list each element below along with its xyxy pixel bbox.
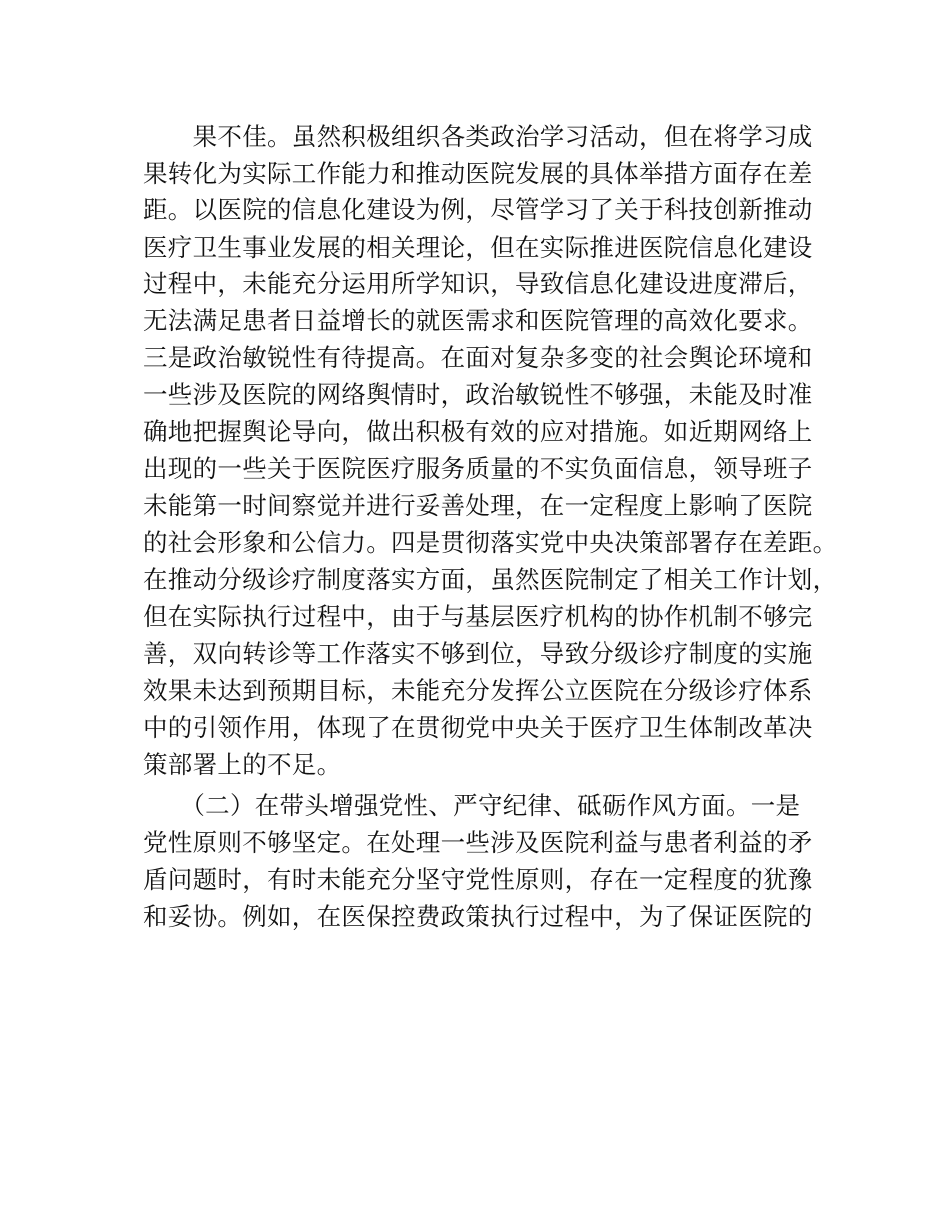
text-line: 无法满足患者日益增长的就医需求和医院管理的高效化要求。 <box>143 306 813 335</box>
text-line: 过程中，未能充分运用所学知识，导致信息化建设进度滞后， <box>143 269 813 298</box>
text-line: 出现的一些关于医院医疗服务质量的不实负面信息，领导班子 <box>143 454 813 483</box>
text-line: 果不佳。虽然积极组织各类政治学习活动，但在将学习成 <box>143 122 813 151</box>
text-line: 善，双向转诊等工作落实不够到位，导致分级诊疗制度的实施 <box>143 639 813 668</box>
text-line: 策部署上的不足。 <box>143 750 342 779</box>
text-line: 中的引领作用，体现了在贯彻党中央关于医疗卫生体制改革决 <box>143 713 813 742</box>
text-line: 在推动分级诊疗制度落实方面，虽然医院制定了相关工作计划， <box>143 565 838 594</box>
text-line: 果转化为实际工作能力和推动医院发展的具体举措方面存在差 <box>143 159 813 188</box>
text-line: 党性原则不够坚定。在处理一些涉及医院利益与患者利益的矛 <box>143 828 813 857</box>
text-line: 未能第一时间察觉并进行妥善处理，在一定程度上影响了医院 <box>143 491 813 520</box>
text-line: 效果未达到预期目标，未能充分发挥公立医院在分级诊疗体系 <box>143 676 813 705</box>
text-line: 医疗卫生事业发展的相关理论，但在实际推进医院信息化建设 <box>143 233 813 262</box>
text-line: 的社会形象和公信力。四是贯彻落实党中央决策部署存在差距。 <box>143 528 838 557</box>
text-line: （二）在带头增强党性、严守纪律、砥砺作风方面。一是 <box>143 791 801 820</box>
text-line: 确地把握舆论导向，做出积极有效的应对措施。如近期网络上 <box>143 417 813 446</box>
text-line: 三是政治敏锐性有待提高。在面对复杂多变的社会舆论环境和 <box>143 343 813 372</box>
text-line: 一些涉及医院的网络舆情时，政治敏锐性不够强，未能及时准 <box>143 380 813 409</box>
text-line: 盾问题时，有时未能充分坚守党性原则，存在一定程度的犹豫 <box>143 865 813 894</box>
text-line: 但在实际执行过程中，由于与基层医疗机构的协作机制不够完 <box>143 602 813 631</box>
text-line: 和妥协。例如，在医保控费政策执行过程中，为了保证医院的 <box>143 902 813 931</box>
text-line: 距。以医院的信息化建设为例，尽管学习了关于科技创新推动 <box>143 195 813 224</box>
